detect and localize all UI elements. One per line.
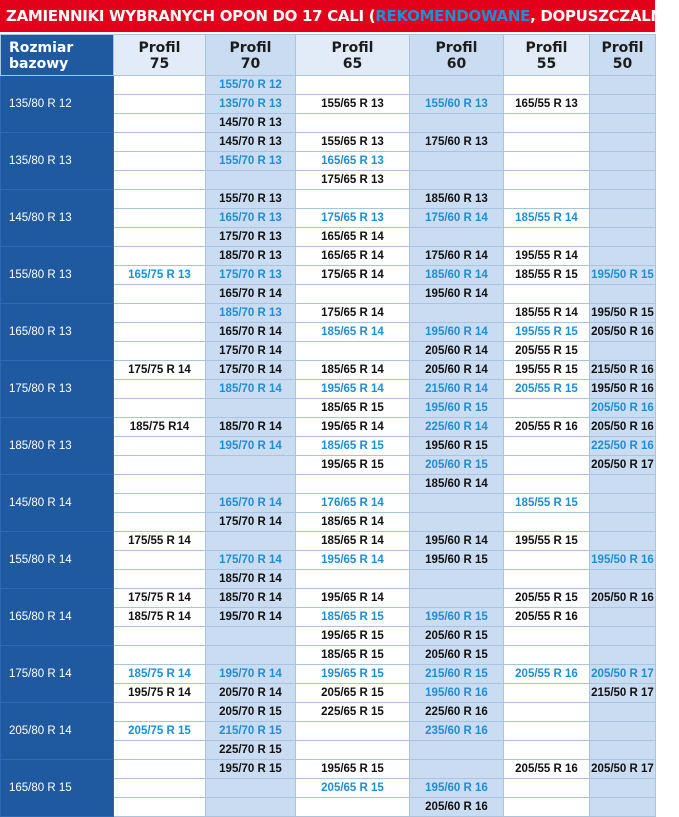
base-size-cell: 135/80 R 12	[1, 76, 114, 133]
allowed-size-cell: 175/65 R 14	[296, 304, 410, 323]
empty-cell	[114, 247, 206, 266]
allowed-size-cell: 205/60 R 16	[410, 798, 504, 817]
recommended-size-cell: 175/60 R 14	[410, 209, 504, 228]
recommended-size-cell: 185/65 R 14	[296, 323, 410, 342]
empty-cell	[114, 456, 206, 475]
empty-cell	[504, 190, 590, 209]
table-row	[1, 532, 656, 551]
allowed-size-cell: 195/55 R 15	[504, 532, 590, 551]
recommended-size-cell: 195/70 R 14	[206, 665, 296, 684]
base-size-cell: 135/80 R 13	[1, 133, 114, 190]
empty-cell	[206, 475, 296, 494]
empty-cell	[114, 646, 206, 665]
allowed-size-cell: 155/65 R 13	[296, 133, 410, 152]
title-banner	[0, 0, 679, 32]
empty-cell	[114, 133, 206, 152]
empty-cell	[504, 456, 590, 475]
recommended-size-cell: 185/65 R 15	[296, 437, 410, 456]
title-end: )	[672, 7, 679, 25]
table-row	[1, 76, 656, 95]
empty-cell	[114, 285, 206, 304]
recommended-size-cell: 205/50 R 17	[590, 665, 656, 684]
allowed-size-cell: 205/65 R 15	[296, 684, 410, 703]
empty-cell	[410, 304, 504, 323]
allowed-size-cell: 185/65 R 14	[296, 532, 410, 551]
recommended-size-cell: 155/70 R 12	[206, 76, 296, 95]
recommended-size-cell: 195/55 R 15	[504, 323, 590, 342]
empty-cell	[410, 494, 504, 513]
empty-cell	[114, 760, 206, 779]
allowed-size-cell: 195/60 R 14	[410, 532, 504, 551]
recommended-size-cell: 195/65 R 15	[296, 665, 410, 684]
allowed-size-cell: 175/70 R 14	[206, 361, 296, 380]
recommended-size-cell: 155/70 R 13	[206, 152, 296, 171]
empty-cell	[206, 798, 296, 817]
recommended-size-cell: 205/60 R 15	[410, 456, 504, 475]
recommended-size-cell: 195/60 R 15	[410, 608, 504, 627]
empty-cell	[114, 551, 206, 570]
empty-cell	[114, 114, 206, 133]
empty-cell	[296, 475, 410, 494]
allowed-size-cell: 205/50 R 17	[590, 760, 656, 779]
empty-cell	[296, 342, 410, 361]
recommended-size-cell: 195/60 R 16	[410, 684, 504, 703]
recommended-size-cell: 195/65 R 14	[296, 551, 410, 570]
recommended-size-cell: 185/65 R 15	[296, 608, 410, 627]
empty-cell	[114, 779, 206, 798]
empty-cell	[114, 475, 206, 494]
allowed-size-cell: 185/55 R 15	[504, 266, 590, 285]
base-size-cell: 175/80 R 14	[1, 646, 114, 703]
allowed-size-cell: 175/75 R 14	[114, 361, 206, 380]
title-allowed: DOPUSZCZALNE	[540, 7, 673, 25]
base-size-cell: 175/80 R 13	[1, 361, 114, 418]
allowed-size-cell: 195/65 R 14	[296, 589, 410, 608]
empty-cell	[504, 171, 590, 190]
allowed-size-cell: 195/50 R 15	[590, 304, 656, 323]
empty-cell	[206, 532, 296, 551]
empty-cell	[114, 570, 206, 589]
empty-cell	[590, 779, 656, 798]
allowed-size-cell: 175/60 R 13	[410, 133, 504, 152]
base-size-cell: 155/80 R 13	[1, 247, 114, 304]
allowed-size-cell: 175/60 R 14	[410, 247, 504, 266]
empty-cell	[410, 228, 504, 247]
allowed-size-cell: 195/65 R 15	[296, 760, 410, 779]
recommended-size-cell: 225/60 R 14	[410, 418, 504, 437]
empty-cell	[504, 703, 590, 722]
recommended-size-cell: 215/60 R 15	[410, 665, 504, 684]
allowed-size-cell: 165/55 R 13	[504, 95, 590, 114]
allowed-size-cell: 185/75 R14	[114, 418, 206, 437]
recommended-size-cell: 235/60 R 16	[410, 722, 504, 741]
allowed-size-cell: 185/75 R 14	[114, 608, 206, 627]
empty-cell	[296, 722, 410, 741]
empty-cell	[590, 133, 656, 152]
empty-cell	[590, 627, 656, 646]
allowed-size-cell: 175/65 R 13	[296, 171, 410, 190]
empty-cell	[296, 570, 410, 589]
title-separator: ,	[530, 7, 541, 25]
recommended-size-cell: 195/65 R 14	[296, 380, 410, 399]
allowed-size-cell: 195/65 R 15	[296, 627, 410, 646]
allowed-size-cell: 145/70 R 13	[206, 133, 296, 152]
base-size-cell: 165/80 R 15	[1, 760, 114, 817]
empty-cell	[114, 342, 206, 361]
empty-cell	[504, 76, 590, 95]
empty-cell	[504, 627, 590, 646]
allowed-size-cell: 175/70 R 14	[206, 342, 296, 361]
empty-cell	[504, 570, 590, 589]
allowed-size-cell: 205/55 R 16	[504, 760, 590, 779]
empty-cell	[114, 76, 206, 95]
empty-cell	[114, 741, 206, 760]
table-row	[1, 646, 656, 665]
allowed-size-cell: 225/60 R 16	[410, 703, 504, 722]
allowed-size-cell: 175/55 R 14	[114, 532, 206, 551]
recommended-size-cell: 185/55 R 15	[504, 494, 590, 513]
empty-cell	[206, 627, 296, 646]
empty-cell	[504, 133, 590, 152]
empty-cell	[590, 342, 656, 361]
profile-55-header: Profil 55	[504, 35, 590, 76]
recommended-size-cell: 195/50 R 15	[590, 266, 656, 285]
allowed-size-cell: 205/60 R 14	[410, 342, 504, 361]
recommended-size-cell: 185/70 R 13	[206, 304, 296, 323]
empty-cell	[504, 513, 590, 532]
table-row	[1, 418, 656, 437]
allowed-size-cell: 175/75 R 14	[114, 589, 206, 608]
recommended-size-cell: 195/60 R 16	[410, 779, 504, 798]
empty-cell	[504, 722, 590, 741]
recommended-size-cell: 185/60 R 14	[410, 266, 504, 285]
empty-cell	[590, 494, 656, 513]
allowed-size-cell: 205/50 R 16	[590, 418, 656, 437]
allowed-size-cell: 195/60 R 15	[410, 551, 504, 570]
empty-cell	[590, 646, 656, 665]
empty-cell	[410, 76, 504, 95]
recommended-size-cell: 205/65 R 15	[296, 779, 410, 798]
empty-cell	[590, 532, 656, 551]
empty-cell	[504, 475, 590, 494]
allowed-size-cell: 155/65 R 13	[296, 95, 410, 114]
table-row	[1, 703, 656, 722]
empty-cell	[590, 703, 656, 722]
empty-cell	[410, 570, 504, 589]
empty-cell	[504, 437, 590, 456]
empty-cell	[296, 190, 410, 209]
table-row	[1, 589, 656, 608]
table-row	[1, 304, 656, 323]
empty-cell	[590, 95, 656, 114]
allowed-size-cell: 175/70 R 14	[206, 513, 296, 532]
allowed-size-cell: 205/55 R 15	[504, 342, 590, 361]
recommended-size-cell: 205/55 R 16	[504, 665, 590, 684]
profile-75-header: Profil 75	[114, 35, 206, 76]
empty-cell	[410, 589, 504, 608]
empty-cell	[410, 760, 504, 779]
allowed-size-cell: 185/55 R 14	[504, 304, 590, 323]
empty-cell	[590, 190, 656, 209]
profile-65-header: Profil 65	[296, 35, 410, 76]
empty-cell	[590, 152, 656, 171]
allowed-size-cell: 185/65 R 14	[296, 513, 410, 532]
recommended-size-cell: 165/70 R 13	[206, 209, 296, 228]
empty-cell	[410, 152, 504, 171]
empty-cell	[590, 513, 656, 532]
allowed-size-cell: 155/70 R 13	[206, 190, 296, 209]
allowed-size-cell: 175/70 R 13	[206, 228, 296, 247]
empty-cell	[504, 779, 590, 798]
allowed-size-cell: 205/50 R 16	[590, 323, 656, 342]
recommended-size-cell: 175/65 R 13	[296, 209, 410, 228]
base-size-cell: 165/80 R 14	[1, 589, 114, 646]
allowed-size-cell: 165/70 R 14	[206, 285, 296, 304]
allowed-size-cell: 195/70 R 14	[206, 608, 296, 627]
empty-cell	[114, 190, 206, 209]
recommended-size-cell: 205/75 R 15	[114, 722, 206, 741]
empty-cell	[206, 779, 296, 798]
recommended-size-cell: 215/60 R 14	[410, 380, 504, 399]
allowed-size-cell: 195/55 R 14	[504, 247, 590, 266]
empty-cell	[114, 152, 206, 171]
allowed-size-cell: 205/50 R 16	[590, 589, 656, 608]
empty-cell	[206, 646, 296, 665]
table-row	[1, 760, 656, 779]
empty-cell	[296, 114, 410, 133]
empty-cell	[114, 798, 206, 817]
recommended-size-cell: 195/60 R 15	[410, 399, 504, 418]
base-size-cell: 185/80 R 13	[1, 418, 114, 475]
empty-cell	[590, 228, 656, 247]
allowed-size-cell: 225/70 R 15	[206, 741, 296, 760]
allowed-size-cell: 185/70 R 13	[206, 247, 296, 266]
table-row	[1, 247, 656, 266]
empty-cell	[114, 171, 206, 190]
table-body	[1, 76, 656, 817]
empty-cell	[114, 513, 206, 532]
allowed-size-cell: 205/55 R 16	[504, 418, 590, 437]
recommended-size-cell: 195/50 R 16	[590, 551, 656, 570]
empty-cell	[590, 247, 656, 266]
allowed-size-cell: 145/70 R 13	[206, 114, 296, 133]
table-row	[1, 133, 656, 152]
recommended-size-cell: 165/65 R 13	[296, 152, 410, 171]
recommended-size-cell: 195/60 R 14	[410, 323, 504, 342]
empty-cell	[206, 456, 296, 475]
allowed-size-cell: 195/75 R 14	[114, 684, 206, 703]
base-size-cell: 155/80 R 14	[1, 532, 114, 589]
empty-cell	[590, 171, 656, 190]
allowed-size-cell: 205/70 R 15	[206, 703, 296, 722]
empty-cell	[504, 684, 590, 703]
empty-cell	[504, 152, 590, 171]
empty-cell	[504, 399, 590, 418]
profile-70-header: Profil 70	[206, 35, 296, 76]
empty-cell	[296, 76, 410, 95]
empty-cell	[114, 228, 206, 247]
allowed-size-cell: 195/65 R 15	[296, 456, 410, 475]
empty-cell	[114, 703, 206, 722]
allowed-size-cell: 205/55 R 15	[504, 589, 590, 608]
allowed-size-cell: 165/70 R 14	[206, 323, 296, 342]
recommended-size-cell: 155/60 R 13	[410, 95, 504, 114]
base-size-cell: 145/80 R 14	[1, 475, 114, 532]
empty-cell	[114, 494, 206, 513]
tire-replacement-table	[0, 34, 656, 817]
empty-cell	[590, 76, 656, 95]
allowed-size-cell: 165/65 R 14	[296, 247, 410, 266]
title-recommended: REKOMENDOWANE	[375, 7, 531, 25]
allowed-size-cell: 205/60 R 15	[410, 646, 504, 665]
base-size-cell: 145/80 R 13	[1, 190, 114, 247]
empty-cell	[504, 646, 590, 665]
allowed-size-cell: 215/50 R 17	[590, 684, 656, 703]
empty-cell	[114, 437, 206, 456]
allowed-size-cell: 185/70 R 14	[206, 570, 296, 589]
recommended-size-cell: 185/55 R 14	[504, 209, 590, 228]
allowed-size-cell: 175/65 R 14	[296, 266, 410, 285]
allowed-size-cell: 185/60 R 14	[410, 475, 504, 494]
allowed-size-cell: 205/70 R 14	[206, 684, 296, 703]
allowed-size-cell: 185/60 R 13	[410, 190, 504, 209]
allowed-size-cell: 195/50 R 16	[590, 380, 656, 399]
empty-cell	[296, 741, 410, 760]
allowed-size-cell: 195/60 R 14	[410, 285, 504, 304]
empty-cell	[590, 722, 656, 741]
empty-cell	[114, 209, 206, 228]
empty-cell	[590, 209, 656, 228]
empty-cell	[504, 798, 590, 817]
allowed-size-cell: 185/65 R 15	[296, 646, 410, 665]
table-row	[1, 475, 656, 494]
allowed-size-cell: 195/65 R 14	[296, 418, 410, 437]
empty-cell	[114, 627, 206, 646]
recommended-size-cell: 165/75 R 13	[114, 266, 206, 285]
allowed-size-cell: 185/70 R 14	[206, 418, 296, 437]
allowed-size-cell: 195/70 R 15	[206, 760, 296, 779]
allowed-size-cell: 195/60 R 15	[410, 437, 504, 456]
empty-cell	[504, 741, 590, 760]
profile-50-header: Profil 50	[590, 35, 656, 76]
empty-cell	[590, 475, 656, 494]
recommended-size-cell: 176/65 R 14	[296, 494, 410, 513]
recommended-size-cell: 205/55 R 15	[504, 380, 590, 399]
recommended-size-cell: 215/70 R 15	[206, 722, 296, 741]
empty-cell	[410, 114, 504, 133]
empty-cell	[206, 399, 296, 418]
allowed-size-cell: 215/50 R 16	[590, 361, 656, 380]
allowed-size-cell: 205/60 R 15	[410, 627, 504, 646]
empty-cell	[590, 285, 656, 304]
empty-cell	[504, 114, 590, 133]
recommended-size-cell: 175/70 R 13	[206, 266, 296, 285]
recommended-size-cell: 225/50 R 16	[590, 437, 656, 456]
recommended-size-cell: 185/75 R 14	[114, 665, 206, 684]
allowed-size-cell: 185/65 R 14	[296, 361, 410, 380]
empty-cell	[590, 114, 656, 133]
empty-cell	[410, 513, 504, 532]
empty-cell	[410, 171, 504, 190]
base-size-cell: 205/80 R 14	[1, 703, 114, 760]
empty-cell	[504, 285, 590, 304]
empty-cell	[114, 399, 206, 418]
empty-cell	[114, 304, 206, 323]
recommended-size-cell: 205/50 R 16	[590, 399, 656, 418]
allowed-size-cell: 205/55 R 16	[504, 608, 590, 627]
recommended-size-cell: 165/70 R 14	[206, 494, 296, 513]
allowed-size-cell: 225/65 R 15	[296, 703, 410, 722]
empty-cell	[590, 570, 656, 589]
allowed-size-cell: 205/50 R 17	[590, 456, 656, 475]
recommended-size-cell: 135/70 R 13	[206, 95, 296, 114]
empty-cell	[410, 741, 504, 760]
table-header	[1, 35, 656, 76]
table-row	[1, 361, 656, 380]
base-size-cell: 165/80 R 13	[1, 304, 114, 361]
table-row	[1, 190, 656, 209]
empty-cell	[504, 551, 590, 570]
empty-cell	[114, 95, 206, 114]
allowed-size-cell: 185/70 R 14	[206, 589, 296, 608]
allowed-size-cell: 195/55 R 15	[504, 361, 590, 380]
empty-cell	[114, 380, 206, 399]
allowed-size-cell: 205/60 R 14	[410, 361, 504, 380]
empty-cell	[590, 608, 656, 627]
recommended-size-cell: 195/70 R 14	[206, 437, 296, 456]
allowed-size-cell: 165/65 R 14	[296, 228, 410, 247]
empty-cell	[504, 228, 590, 247]
empty-cell	[590, 741, 656, 760]
empty-cell	[206, 171, 296, 190]
empty-cell	[296, 798, 410, 817]
empty-cell	[296, 285, 410, 304]
empty-cell	[590, 798, 656, 817]
recommended-size-cell: 175/70 R 14	[206, 551, 296, 570]
allowed-size-cell: 185/65 R 15	[296, 399, 410, 418]
profile-60-header: Profil 60	[410, 35, 504, 76]
recommended-size-cell: 185/70 R 14	[206, 380, 296, 399]
empty-cell	[114, 323, 206, 342]
base-size-header: Rozmiar bazowy	[1, 35, 114, 76]
title-main: ZAMIENNIKI WYBRANYCH OPON DO 17 CALI (	[6, 7, 376, 25]
